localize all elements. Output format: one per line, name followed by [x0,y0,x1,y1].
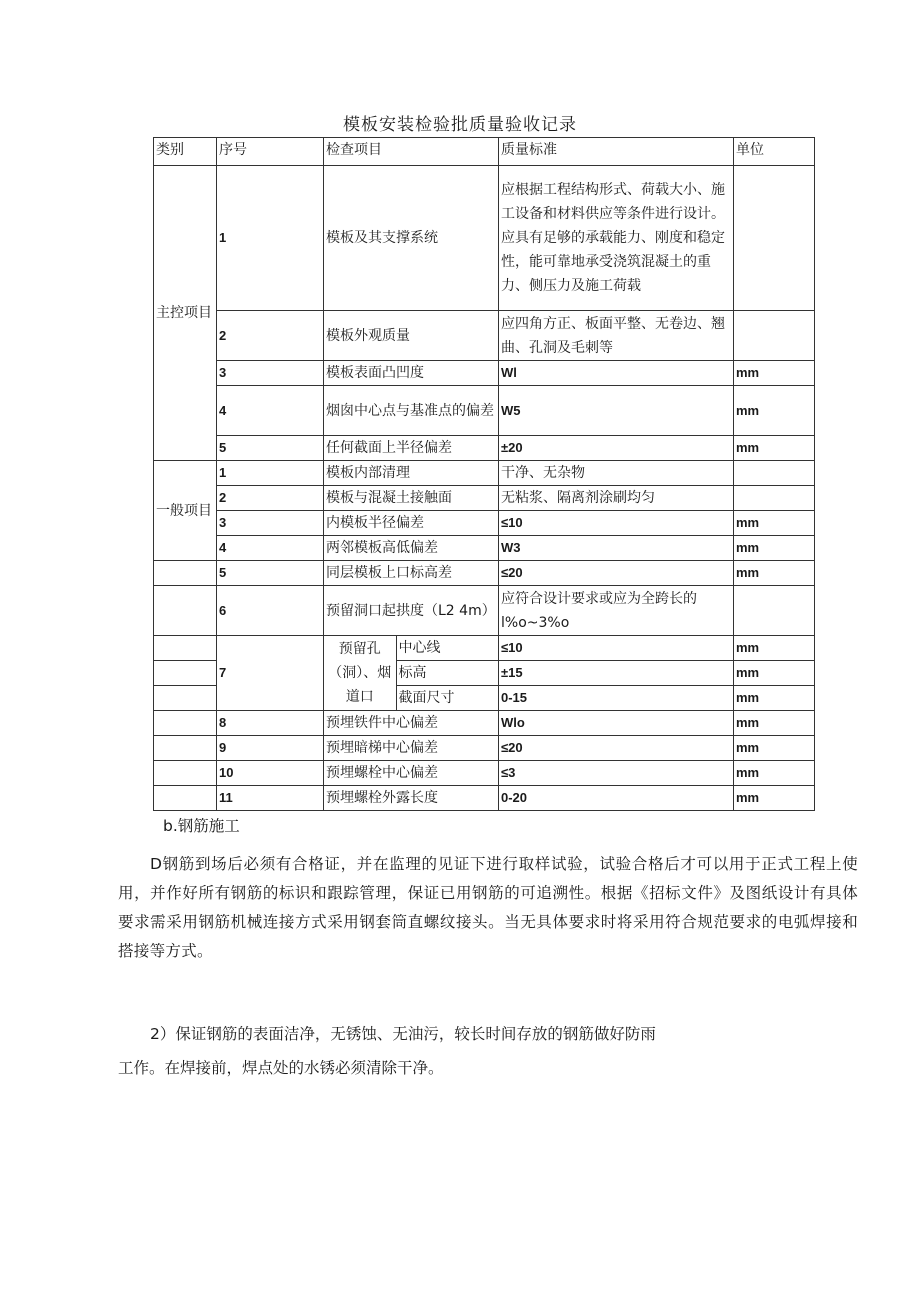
paragraph-3: 工作。在焊接前，焊点处的水锈必须清除干净。 [118,1059,444,1077]
header-number: 序号 [217,138,324,166]
table-row [154,536,815,561]
row-number: 1 [217,461,324,486]
row-standard: 应符合设计要求或应为全跨长的l%o~3%o [499,586,734,636]
sub-item: 中心线 [396,636,498,661]
row-item: 模板与混凝土接触面 [324,486,499,511]
row-item: 烟囱中心点与基准点的偏差 [324,386,499,436]
row-number: 1 [217,166,324,311]
row-item: 两邻模板高低偏差 [324,536,499,561]
row-unit [734,166,815,311]
row-standard: 0-20 [499,786,734,811]
row-unit: mm [734,636,815,661]
row-standard: 应根据工程结构形式、荷载大小、施工设备和材料供应等条件进行设计。应具有足够的承载能力、刚度和稳定性，能可靠地承受浇筑混凝土的重力、侧压力及施工荷载 [499,166,734,311]
section-heading: b.钢筋施工 [163,817,240,835]
row-unit [734,486,815,511]
row-standard: 应四角方正、板面平整、无卷边、翘曲、孔洞及毛刺等 [499,311,734,361]
table-title: 模板安装检验批质量验收记录 [343,115,577,135]
category-empty [154,561,217,586]
sub-item-table [324,636,498,710]
row-unit: mm [734,761,815,786]
table-row [154,461,815,486]
row-unit: mm [734,561,815,586]
row-number: 8 [217,711,324,736]
row-standard: ±20 [499,436,734,461]
category-empty [154,586,217,636]
table-row [154,511,815,536]
row-unit: mm [734,511,815,536]
row-number: 2 [217,486,324,511]
row-item: 预埋螺栓中心偏差 [324,761,499,786]
row-number: 4 [217,536,324,561]
paragraph-1: D钢筋到场后必须有合格证，并在监理的见证下进行取样试验，试验合格后才可以用于正式工程上使用，并作好所有钢筋的标识和跟踪管理，保证已用钢筋的可追溯性。根据《招标文件》及图纸设计有具体要求需采用钢筋机械连接方式采用钢套筒直螺纹接头。当无具体要求时将采用符合规范要求的电弧焊接和搭接等方式。 [118,855,858,960]
table-row [154,786,815,811]
row-standard: ≤20 [499,736,734,761]
table-row [154,761,815,786]
table-row [154,166,815,311]
table-row [154,436,815,461]
sub-group-label: 预留孔（洞）、烟道口 [324,636,396,710]
category-empty [154,711,217,736]
table-row [154,586,815,636]
table-row [154,386,815,436]
row-item: 模板及其支撑系统 [324,166,499,311]
header-unit: 单位 [734,138,815,166]
row-number: 9 [217,736,324,761]
row-standard: 0-15 [499,686,734,711]
header-category: 类别 [154,138,217,166]
row-number: 11 [217,786,324,811]
inspection-record-table [153,137,815,811]
row-standard: 无粘浆、隔离剂涂刷均匀 [499,486,734,511]
row-unit [734,586,815,636]
category-empty [154,686,217,711]
row-item-group [324,636,499,711]
row-number: 3 [217,511,324,536]
row-standard: 干净、无杂物 [499,461,734,486]
row-item: 模板外观质量 [324,311,499,361]
row-number: 4 [217,386,324,436]
row-unit: mm [734,386,815,436]
table-row [154,711,815,736]
row-unit [734,311,815,361]
row-number: 5 [217,561,324,586]
row-unit: mm [734,536,815,561]
row-standard: ≤10 [499,511,734,536]
category-empty [154,736,217,761]
row-number: 7 [217,636,324,711]
table-header-row [154,138,815,166]
table-row [154,361,815,386]
row-unit: mm [734,361,815,386]
sub-item: 标高 [396,661,498,686]
row-standard: ±15 [499,661,734,686]
row-item: 预埋暗梯中心偏差 [324,736,499,761]
row-item: 模板表面凸凹度 [324,361,499,386]
row-unit: mm [734,736,815,761]
category-empty [154,661,217,686]
row-number: 5 [217,436,324,461]
row-standard: Wl [499,361,734,386]
row-unit: mm [734,711,815,736]
row-item: 内模板半径偏差 [324,511,499,536]
row-item: 模板内部清理 [324,461,499,486]
row-number: 6 [217,586,324,636]
category-empty [154,761,217,786]
row-standard: ≤10 [499,636,734,661]
row-unit: mm [734,661,815,686]
row-unit: mm [734,436,815,461]
category-empty [154,636,217,661]
row-unit: mm [734,686,815,711]
row-item: 预埋铁件中心偏差 [324,711,499,736]
row-number: 2 [217,311,324,361]
table-row [154,561,815,586]
sub-item: 截面尺寸 [398,690,455,706]
table-row [154,636,815,661]
category-general: 一般项目 [154,461,217,561]
category-main: 主控项目 [154,166,217,461]
row-unit: mm [734,786,815,811]
header-standard: 质量标准 [499,138,734,166]
row-number: 3 [217,361,324,386]
row-standard: ≤3 [499,761,734,786]
category-empty [154,786,217,811]
row-item: 任何截面上半径偏差 [324,436,499,461]
table-row [154,736,815,761]
table-row [154,486,815,511]
row-unit [734,461,815,486]
header-item: 检查项目 [324,138,499,166]
row-item: 同层模板上口标高差 [324,561,499,586]
row-standard: Wlo [499,711,734,736]
row-item: 预埋螺栓外露长度 [324,786,499,811]
row-number: 10 [217,761,324,786]
row-item: 预留洞口起拱度（L2 4m） [324,586,499,636]
table-row [154,311,815,361]
row-standard: ≤20 [499,561,734,586]
paragraph-2: 2）保证钢筋的表面洁净，无锈蚀、无油污，较长时间存放的钢筋做好防雨 [150,1025,656,1043]
row-standard: W5 [499,386,734,436]
row-standard: W3 [499,536,734,561]
